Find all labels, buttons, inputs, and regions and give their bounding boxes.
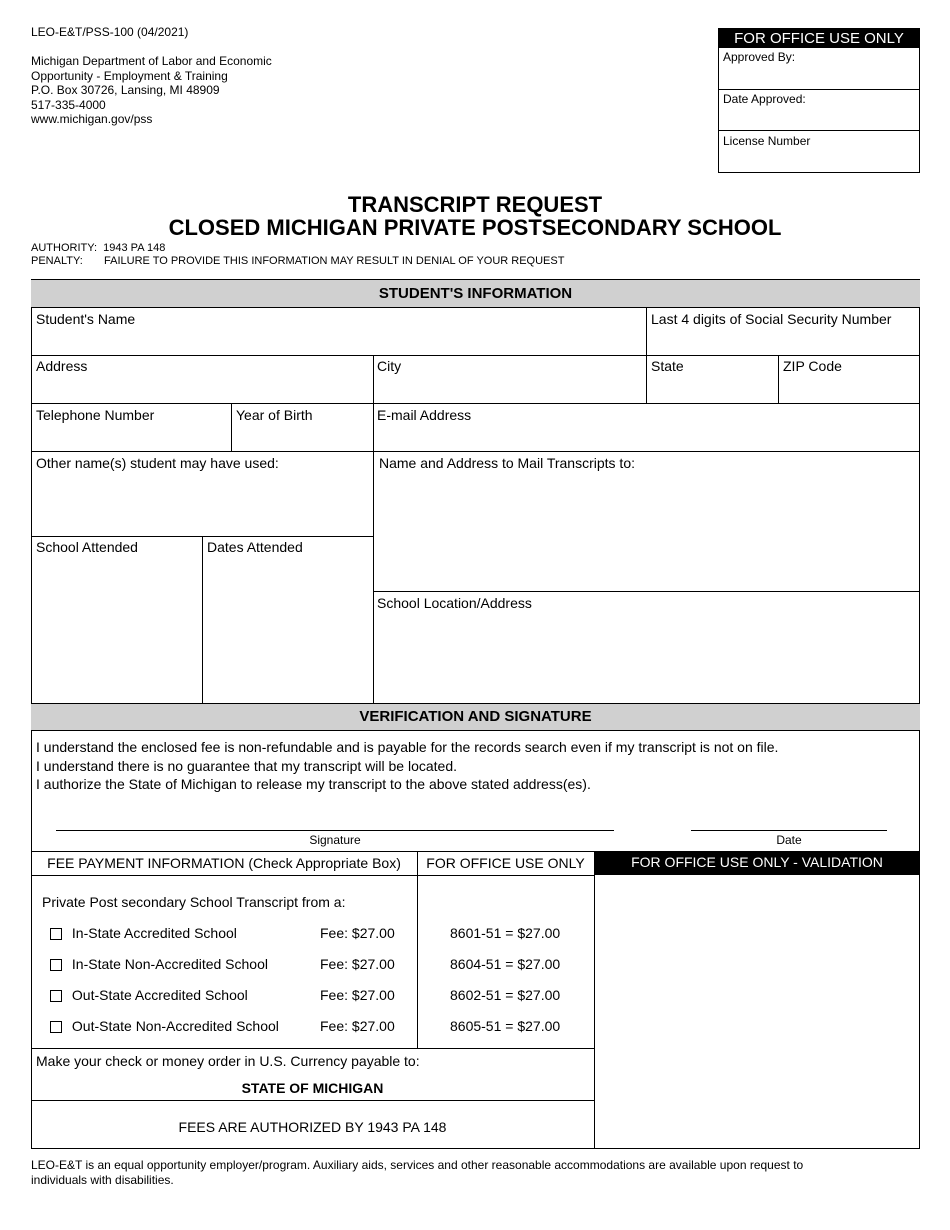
footer-line: LEO-E&T is an equal opportunity employer/program. Auxiliary aids, services and other reasonable accommodations are available upon request to (31, 1158, 804, 1172)
fee-option-label: Out-State Non-Accredited School (71, 1018, 279, 1034)
email-field[interactable]: E-mail Address (377, 407, 472, 423)
page-title (0, 193, 950, 239)
telephone-field[interactable]: Telephone Number (36, 407, 155, 423)
agency-line: Michigan Department of Labor and Economic (31, 54, 272, 68)
student-name-field[interactable]: Student's Name (36, 311, 136, 327)
statement-line: I understand there is no guarantee that my transcript will be located. (36, 757, 458, 774)
authority-penalty (31, 242, 564, 267)
date-label: Date (776, 833, 802, 847)
checkbox[interactable] (50, 928, 62, 940)
fee-amount: Fee: $27.00 (320, 956, 395, 972)
signature-label: Signature (309, 833, 361, 847)
ssn-field[interactable]: Last 4 digits of Social Security Number (651, 311, 892, 327)
other-names-field[interactable]: Other name(s) student may have used: (36, 455, 279, 471)
payable-text: Make your check or money order in U.S. Currency payable to: (36, 1053, 420, 1069)
checkbox[interactable] (50, 959, 62, 971)
birth-year-field[interactable]: Year of Birth (236, 407, 313, 423)
verification-statements (36, 738, 778, 794)
fee-amount: Fee: $27.00 (320, 987, 395, 1003)
office-use-header: FOR OFFICE USE ONLY (426, 855, 585, 871)
penalty-label: PENALTY: (31, 254, 83, 267)
payee: STATE OF MICHIGAN (241, 1080, 384, 1096)
fee-option-in-state-non-accredited[interactable] (50, 956, 268, 972)
agency-line: Opportunity - Employment & Training (31, 68, 228, 83)
office-use-box (718, 28, 920, 173)
fee-intro: Private Post secondary School Transcript from a: (42, 894, 346, 910)
footer-line: individuals with disabilities. (31, 1172, 174, 1187)
statement-line: I authorize the State of Michigan to release my transcript to the above stated address(es). (36, 776, 591, 792)
fee-option-out-state-non-accredited[interactable] (50, 1018, 279, 1034)
verification-header: VERIFICATION AND SIGNATURE (31, 703, 920, 731)
agency-line: P.O. Box 30726, Lansing, MI 48909 (31, 83, 220, 97)
checkbox[interactable] (50, 1021, 62, 1033)
student-info-header: STUDENT'S INFORMATION (31, 279, 920, 308)
office-use-title: FOR OFFICE USE ONLY (719, 29, 919, 48)
license-number-field[interactable]: License Number (723, 134, 811, 148)
fee-option-in-state-accredited[interactable] (50, 925, 237, 941)
fee-payment-header: FEE PAYMENT INFORMATION (Check Appropriate Box) (47, 855, 401, 871)
fee-code: 8604-51 = $27.00 (450, 956, 561, 972)
authority-value: 1943 PA 148 (103, 242, 166, 254)
date-line[interactable] (691, 830, 887, 831)
fee-code: 8601-51 = $27.00 (450, 925, 561, 941)
checkbox[interactable] (50, 990, 62, 1002)
school-location-field[interactable]: School Location/Address (377, 595, 532, 611)
school-attended-field[interactable]: School Attended (36, 539, 138, 555)
state-field[interactable]: State (651, 358, 684, 374)
fee-option-label: Out-State Accredited School (71, 987, 248, 1003)
date-approved-field[interactable]: Date Approved: (723, 92, 806, 106)
fee-option-out-state-accredited[interactable] (50, 987, 248, 1003)
fees-authorized: FEES ARE AUTHORIZED BY 1943 PA 148 (178, 1119, 447, 1135)
mail-to-field[interactable]: Name and Address to Mail Transcripts to: (379, 455, 635, 471)
authority-label: AUTHORITY: (31, 242, 98, 254)
fee-amount: Fee: $27.00 (320, 925, 395, 941)
fee-code: 8602-51 = $27.00 (450, 987, 561, 1003)
approved-by-field[interactable]: Approved By: (723, 50, 796, 64)
agency-address (31, 54, 272, 127)
fee-code: 8605-51 = $27.00 (450, 1018, 561, 1034)
form-id: LEO-E&T/PSS-100 (04/2021) (31, 25, 189, 39)
fee-option-label: In-State Non-Accredited School (71, 956, 268, 972)
city-field[interactable]: City (377, 358, 402, 374)
zip-field[interactable]: ZIP Code (783, 358, 842, 374)
fee-option-label: In-State Accredited School (71, 925, 237, 941)
dates-attended-field[interactable]: Dates Attended (207, 539, 303, 555)
agency-line: www.michigan.gov/pss (31, 112, 153, 126)
signature-line[interactable] (56, 830, 614, 831)
title-line-1: TRANSCRIPT REQUEST (347, 192, 603, 217)
validation-header: FOR OFFICE USE ONLY - VALIDATION (594, 851, 920, 875)
footer-notice (31, 1158, 803, 1187)
agency-line: 517-335-4000 (31, 97, 106, 112)
statement-line: I understand the enclosed fee is non-refundable and is payable for the records search even if my transcript is not on file. (36, 739, 779, 755)
address-field[interactable]: Address (36, 358, 88, 374)
fee-amount: Fee: $27.00 (320, 1018, 395, 1034)
penalty-value: FAILURE TO PROVIDE THIS INFORMATION MAY RESULT IN DENIAL OF YOUR REQUEST (104, 254, 565, 267)
title-line-2: CLOSED MICHIGAN PRIVATE POSTSECONDARY SCHOOL (168, 215, 782, 240)
